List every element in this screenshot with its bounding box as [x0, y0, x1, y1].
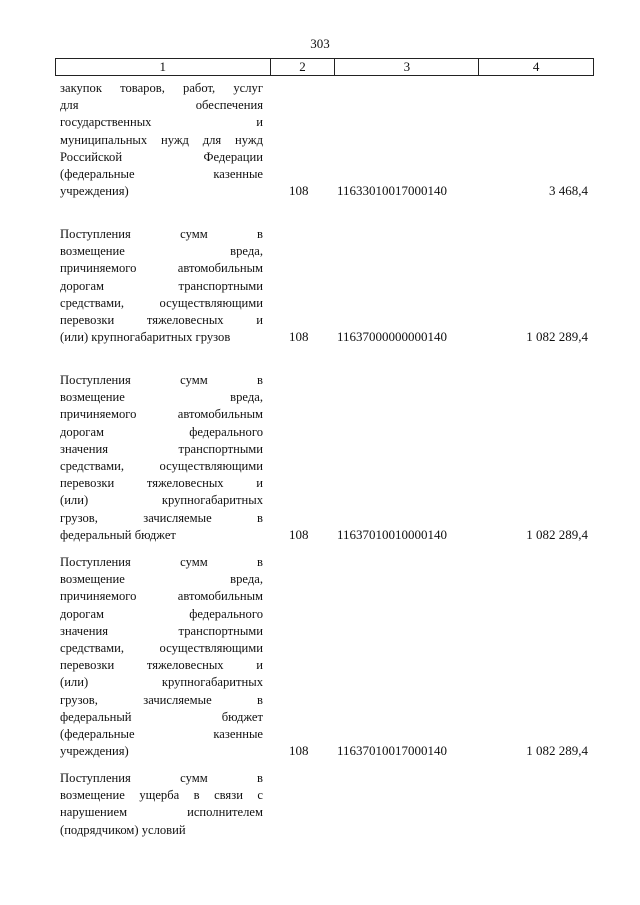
- description-line: Поступления сумм в: [60, 555, 263, 569]
- table-row: [60, 226, 590, 346]
- description-line: перевозки тяжеловесных и: [60, 476, 263, 491]
- description-line: возмещение вреда,: [60, 244, 263, 259]
- description-line: (или) крупногабаритных: [60, 675, 263, 690]
- description-line: учреждения): [60, 184, 129, 199]
- description-line: дорогам федерального: [60, 606, 263, 621]
- admin-code: 108: [289, 183, 309, 199]
- table-row: [60, 770, 590, 839]
- column-header-3: 3: [335, 59, 479, 75]
- table-row: [60, 372, 590, 544]
- budget-code: 11633010017000140: [337, 183, 448, 199]
- description-line: дорогам транспортными: [60, 278, 263, 293]
- description-line: (федеральные казенные: [60, 167, 263, 182]
- admin-code: 108: [289, 329, 309, 345]
- description-line: средствами, осуществляющими: [60, 459, 263, 474]
- description-line: возмещение ущерба в связи с: [60, 788, 263, 803]
- amount: 1 082 289,4: [526, 526, 588, 542]
- column-header-4: 4: [532, 59, 540, 74]
- description-line: возмещение вреда,: [60, 572, 263, 587]
- description-line: (федеральные казенные: [60, 727, 263, 742]
- description-line: средствами, осуществляющими: [60, 641, 263, 656]
- description-line: муниципальных нужд для нужд: [60, 132, 263, 147]
- admin-code: 108: [289, 743, 309, 759]
- description-line: федеральный бюджет: [60, 527, 176, 542]
- row-description: [60, 226, 263, 346]
- column-header-1: 1: [56, 59, 271, 75]
- row-description: [60, 554, 263, 760]
- row-description: [60, 770, 263, 839]
- description-line: федеральный бюджет: [60, 709, 263, 724]
- description-line: для обеспечения: [60, 98, 263, 113]
- description-line: Российской Федерации: [60, 149, 263, 164]
- description-line: нарушением исполнителем: [60, 805, 263, 820]
- budget-code: 11637010010000140: [337, 526, 448, 542]
- page-number: 303: [310, 36, 330, 51]
- column-header-2: 2: [271, 59, 336, 75]
- description-line: (подрядчиком) условий: [60, 822, 186, 837]
- table-row: [60, 554, 590, 760]
- description-line: Поступления сумм в: [60, 771, 263, 785]
- admin-code: 108: [289, 526, 309, 542]
- description-line: причиняемого автомобильным: [60, 589, 263, 604]
- description-line: значения транспортными: [60, 441, 263, 456]
- row-description: [60, 372, 263, 544]
- description-line: значения транспортными: [60, 623, 263, 638]
- description-line: (или) крупногабаритных: [60, 493, 263, 508]
- description-line: грузов, зачисляемые в: [60, 692, 263, 707]
- description-line: грузов, зачисляемые в: [60, 510, 263, 525]
- amount: 3 468,4: [549, 183, 588, 199]
- description-line: закупок товаров, работ, услуг: [60, 81, 263, 95]
- description-line: дорогам федерального: [60, 424, 263, 439]
- row-description: [60, 80, 263, 200]
- description-line: (или) крупногабаритных грузов: [60, 330, 231, 345]
- description-line: Поступления сумм в: [60, 227, 263, 241]
- description-line: причиняемого автомобильным: [60, 407, 263, 422]
- amount: 1 082 289,4: [526, 329, 588, 345]
- description-line: перевозки тяжеловесных и: [60, 658, 263, 673]
- budget-code: 11637000000000140: [337, 329, 448, 345]
- description-line: учреждения): [60, 744, 129, 759]
- amount: 1 082 289,4: [526, 743, 588, 759]
- description-line: причиняемого автомобильным: [60, 261, 263, 276]
- table-row: [60, 80, 590, 200]
- table-header: [55, 58, 594, 76]
- description-line: средствами, осуществляющими: [60, 295, 263, 310]
- description-line: государственных и: [60, 115, 263, 130]
- budget-code: 11637010017000140: [337, 743, 448, 759]
- description-line: перевозки тяжеловесных и: [60, 313, 263, 328]
- description-line: Поступления сумм в: [60, 373, 263, 387]
- description-line: возмещение вреда,: [60, 390, 263, 405]
